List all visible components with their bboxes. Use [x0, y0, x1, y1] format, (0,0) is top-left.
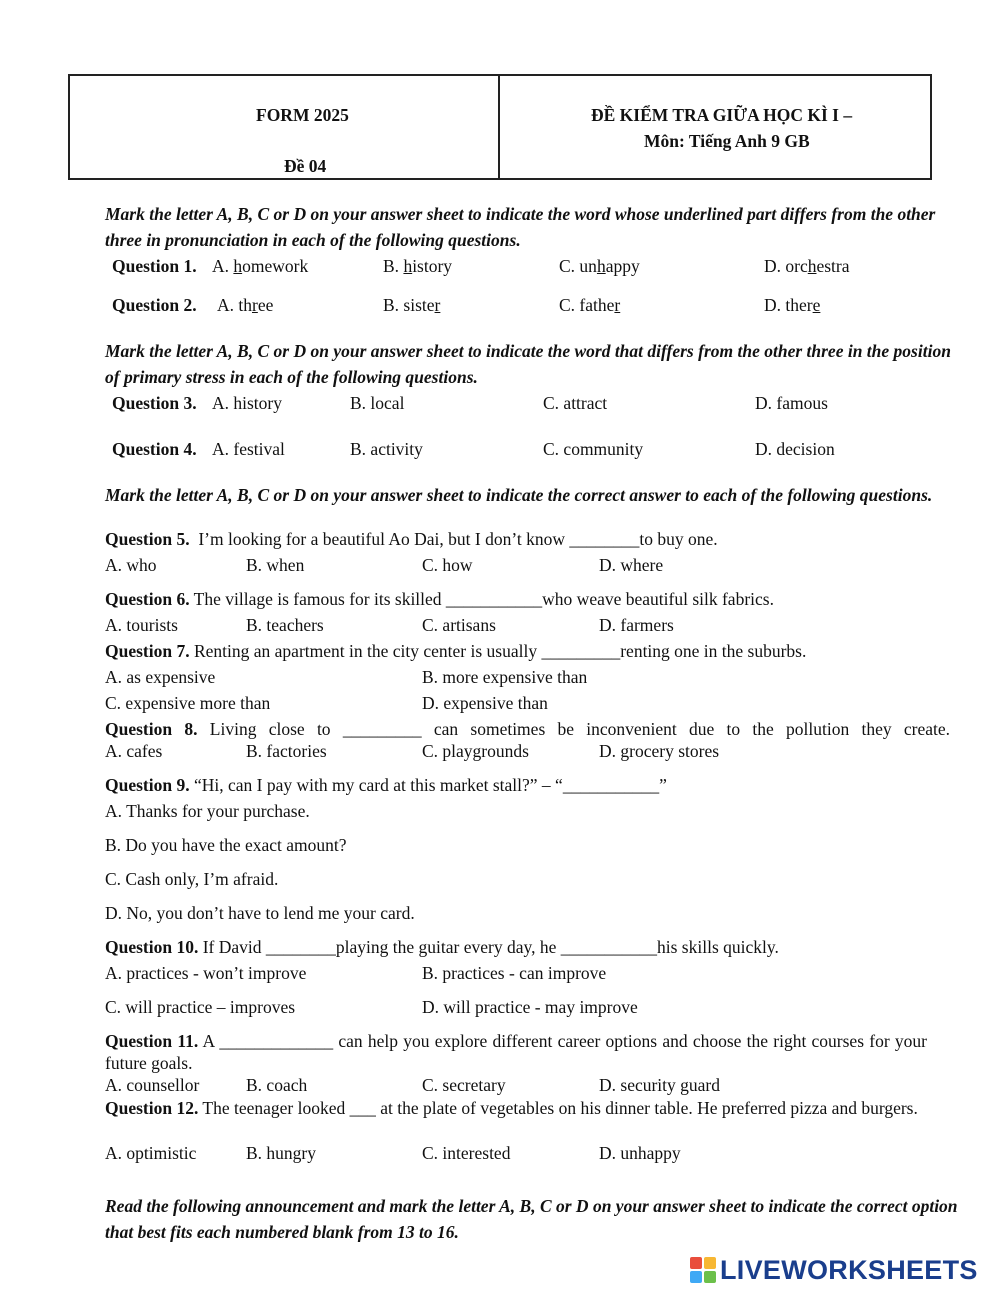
q10-option-d[interactable]: D. will practice - may improve [422, 997, 638, 1017]
q12-blank[interactable]: ___ [349, 1098, 376, 1118]
liveworksheets-logo-icon [690, 1257, 716, 1283]
header-divider [498, 74, 500, 180]
q8-option-d[interactable]: D. grocery stores [599, 741, 720, 761]
section1-instruction: Mark the letter A, B, C or D on your answer sheet to indicate the word whose underlined part differs from the other three in pronunciation in each of the following questions. [105, 204, 936, 250]
section3-instruction: Mark the letter A, B, C or D on your answer sheet to indicate the correct answer to each of the following questions. [105, 485, 933, 505]
q4-option-b[interactable]: B. activity [350, 439, 423, 459]
q12-stem: Question 12. The teenager looked ___ at the plate of vegetables on his dinner table. He preferred pizza and burgers. [105, 1098, 918, 1118]
q3-label: Question 3. [112, 393, 197, 413]
q8-option-a[interactable]: A. cafes [105, 741, 163, 761]
q12-option-a[interactable]: A. optimistic [105, 1143, 197, 1163]
q11-option-a[interactable]: A. counsellor [105, 1075, 200, 1095]
q5-option-d[interactable]: D. where [599, 555, 664, 575]
q7-option-c[interactable]: C. expensive more than [105, 693, 271, 713]
q9-option-a[interactable]: A. Thanks for your purchase. [105, 801, 310, 821]
q12-option-b[interactable]: B. hungry [246, 1143, 316, 1163]
q6-option-b[interactable]: B. teachers [246, 615, 324, 635]
q9-option-c[interactable]: C. Cash only, I’m afraid. [105, 869, 279, 889]
liveworksheets-logo-text: LIVEWORKSHEETS [720, 1254, 978, 1285]
q9-blank[interactable]: ___________ [562, 775, 660, 795]
q7-blank[interactable]: _________ [541, 641, 621, 661]
q7-option-b[interactable]: B. more expensive than [422, 667, 588, 687]
q6-option-a[interactable]: A. tourists [105, 615, 178, 635]
q8-option-c[interactable]: C. playgrounds [422, 741, 529, 761]
q8-stem: Question 8. Living close to _________ can sometimes be inconvenient due to the pollution they create. [105, 719, 951, 739]
q7-option-d[interactable]: D. expensive than [422, 693, 548, 713]
q3-option-b[interactable]: B. local [350, 393, 405, 413]
q1-option-a[interactable]: A. homework [212, 256, 309, 276]
q1-label: Question 1. [112, 256, 197, 276]
q2-label: Question 2. [112, 295, 197, 315]
q3-option-a[interactable]: A. history [212, 393, 282, 413]
q5-option-a[interactable]: A. who [105, 555, 157, 575]
q5-option-c[interactable]: C. how [422, 555, 473, 575]
q12-option-c[interactable]: C. interested [422, 1143, 511, 1163]
q11-option-d[interactable]: D. security guard [599, 1075, 721, 1095]
q5-stem: Question 5. I’m looking for a beautiful Ao Dai, but I don’t know ________to buy one. [105, 529, 718, 549]
q11-stem: Question 11. A _____________ can help you explore different career options and choose the right courses for your future goals. [105, 1031, 927, 1073]
liveworksheets-logo[interactable] [690, 1252, 978, 1288]
q5-option-b[interactable]: B. when [246, 555, 305, 575]
q1-option-b[interactable]: B. history [383, 256, 453, 276]
q3-option-c[interactable]: C. attract [543, 393, 608, 413]
q8-option-b[interactable]: B. factories [246, 741, 327, 761]
q10-stem: Question 10. If David ________playing the guitar every day, he ___________his skills quickly. [105, 937, 779, 957]
header-table [68, 74, 932, 180]
section4-instruction: Read the following announcement and mark the letter A, B, C or D on your answer sheet to indicate the correct option that best fits each numbered blank from 13 to 16. [105, 1196, 958, 1242]
q11-option-c[interactable]: C. secretary [422, 1075, 506, 1095]
exam-code: Đề 04 [284, 156, 327, 176]
q2-option-b[interactable]: B. sister [383, 295, 441, 315]
q8-blank[interactable]: _________ [342, 719, 422, 739]
q11-blank[interactable]: _____________ [219, 1031, 334, 1051]
q3-option-d[interactable]: D. famous [755, 393, 828, 413]
q4-option-a[interactable]: A. festival [212, 439, 285, 459]
q10-option-c[interactable]: C. will practice – improves [105, 997, 296, 1017]
q1-option-c[interactable]: C. unhappy [559, 256, 640, 276]
q7-option-a[interactable]: A. as expensive [105, 667, 216, 687]
q11-option-b[interactable]: B. coach [246, 1075, 308, 1095]
q1-option-d[interactable]: D. orchestra [764, 256, 850, 276]
q4-option-d[interactable]: D. decision [755, 439, 835, 459]
form-title: FORM 2025 [256, 105, 349, 125]
q9-option-b[interactable]: B. Do you have the exact amount? [105, 835, 347, 855]
q6-stem: Question 6. The village is famous for its skilled ___________who weave beautiful silk fabrics. [105, 589, 774, 609]
q2-option-a[interactable]: A. three [217, 295, 274, 315]
q9-option-d[interactable]: D. No, you don’t have to lend me your card. [105, 903, 415, 923]
q6-blank[interactable]: ___________ [445, 589, 543, 609]
section2-instruction: Mark the letter A, B, C or D on your answer sheet to indicate the word that differs from the other three in the position of primary stress in each of the following questions. [105, 341, 951, 387]
q7-stem: Question 7. Renting an apartment in the city center is usually _________renting one in the suburbs. [105, 641, 807, 661]
q4-label: Question 4. [112, 439, 197, 459]
q10-blank-2[interactable]: ___________ [560, 937, 657, 957]
q9-stem: Question 9. “Hi, can I pay with my card at this market stall?” – “___________” [105, 775, 667, 795]
q2-option-d[interactable]: D. there [764, 295, 821, 315]
q5-blank[interactable]: ________ [569, 529, 640, 549]
q12-option-d[interactable]: D. unhappy [599, 1143, 681, 1163]
q10-option-b[interactable]: B. practices - can improve [422, 963, 607, 983]
exam-title: ĐỀ KIỂM TRA GIỮA HỌC KÌ I – [591, 105, 853, 125]
subject-title: Môn: Tiếng Anh 9 GB [644, 131, 810, 151]
q10-option-a[interactable]: A. practices - won’t improve [105, 963, 307, 983]
q6-option-c[interactable]: C. artisans [422, 615, 496, 635]
q6-option-d[interactable]: D. farmers [599, 615, 674, 635]
q4-option-c[interactable]: C. community [543, 439, 644, 459]
q2-option-c[interactable]: C. father [559, 295, 621, 315]
q10-blank-1[interactable]: ________ [265, 937, 336, 957]
